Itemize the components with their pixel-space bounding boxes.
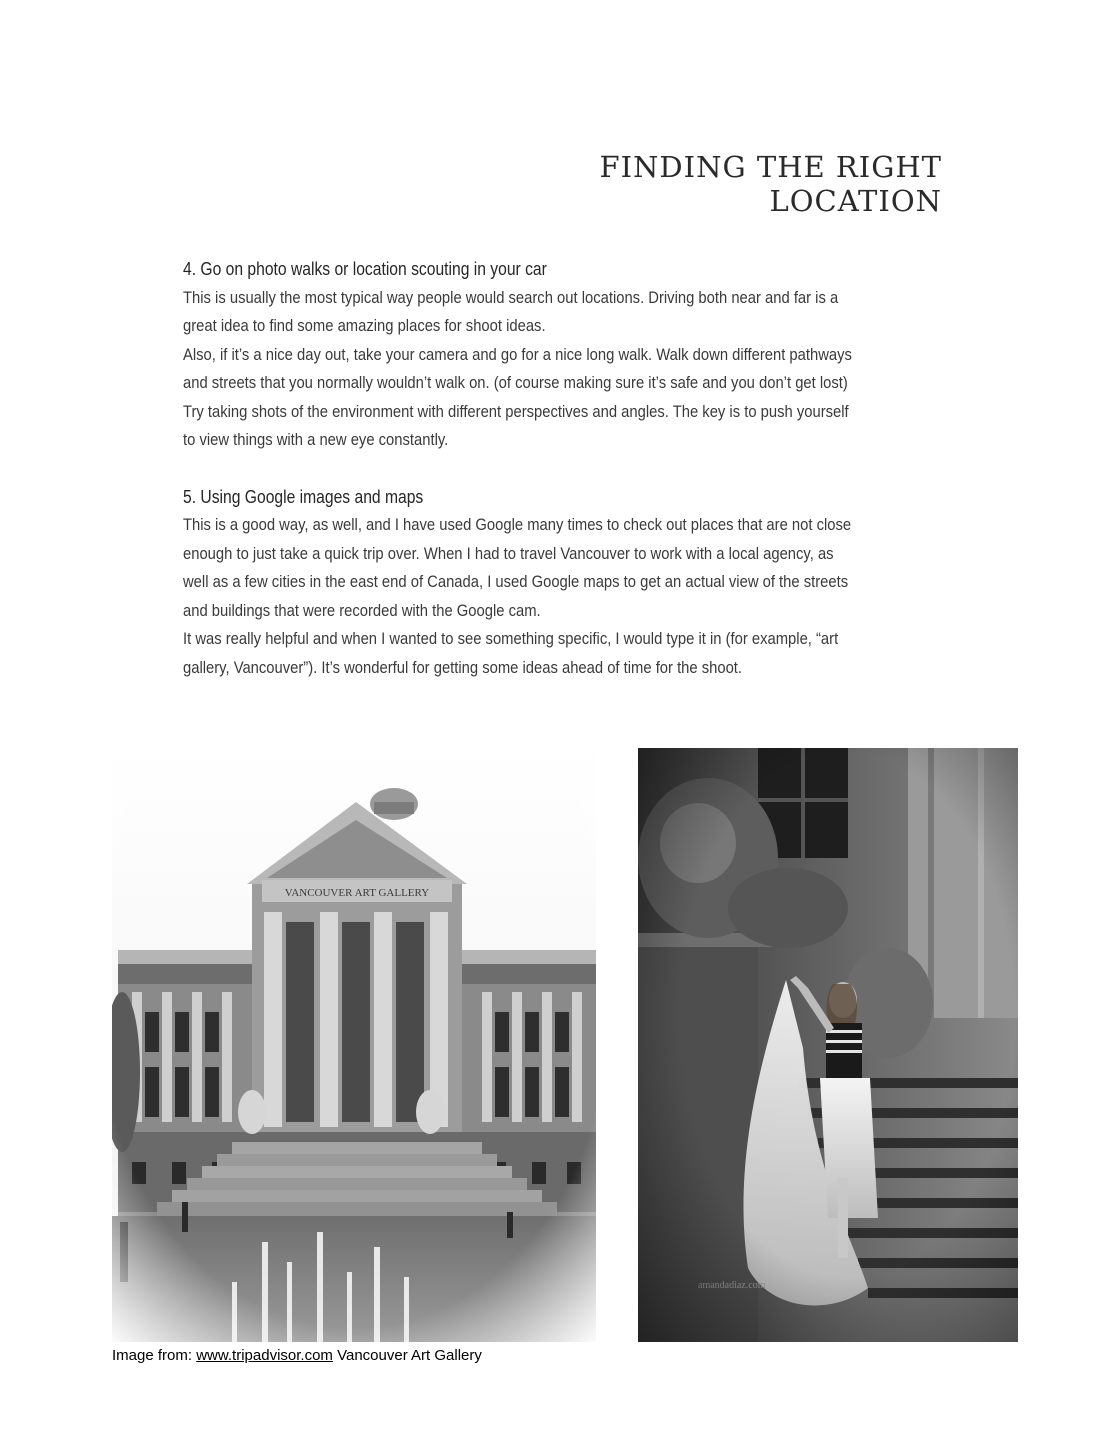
section-heading: 5. Using Google images and maps (183, 486, 424, 507)
caption-source-link[interactable]: www.tripadvisor.com (196, 1347, 333, 1364)
section-google-maps (183, 483, 853, 683)
section-paragraph: Also, if it’s a nice day out, take your camera and go for a nice long walk. Walk down different pathways and streets that you normally wouldn’t walk on. (of course making sure it’s safe and you don’t get lost) Try taking shots of the environment with different perspectives and angles. The key is to push yourself to view things with a new eye constantly. (183, 344, 852, 449)
image-caption (112, 1347, 482, 1364)
section-paragraph: It was really helpful and when I wanted to see something specific, I would type it in (for example, “art gallery, Vancouver”). It’s wonderful for getting some ideas ahead of time for the shoot. (183, 629, 839, 677)
section-paragraph: This is a good way, as well, and I have used Google many times to check out places that are not close enough to just take a quick trip over. When I had to travel Vancouver to work with a local agency, as well as a few cities in the east end of Canada, I used Google maps to get an actual view of the streets and buildings that were recorded with the Google cam. (183, 515, 852, 620)
caption-prefix: Image from: (112, 1347, 197, 1364)
model-illustration (638, 748, 1018, 1342)
section-paragraph: This is usually the most typical way people would search out locations. Driving both near and far is a great idea to find some amazing places for shoot ideas. (183, 287, 839, 335)
section-heading: 4. Go on photo walks or location scouting in your car (183, 259, 547, 279)
model-photo (638, 748, 1018, 1342)
page-title: FINDING THE RIGHT LOCATION (599, 150, 942, 218)
art-gallery-illustration (112, 742, 596, 1342)
article-body (183, 255, 853, 710)
caption-suffix: Vancouver Art Gallery (332, 1347, 482, 1364)
section-photo-walks (183, 255, 853, 455)
art-gallery-photo (112, 742, 596, 1342)
